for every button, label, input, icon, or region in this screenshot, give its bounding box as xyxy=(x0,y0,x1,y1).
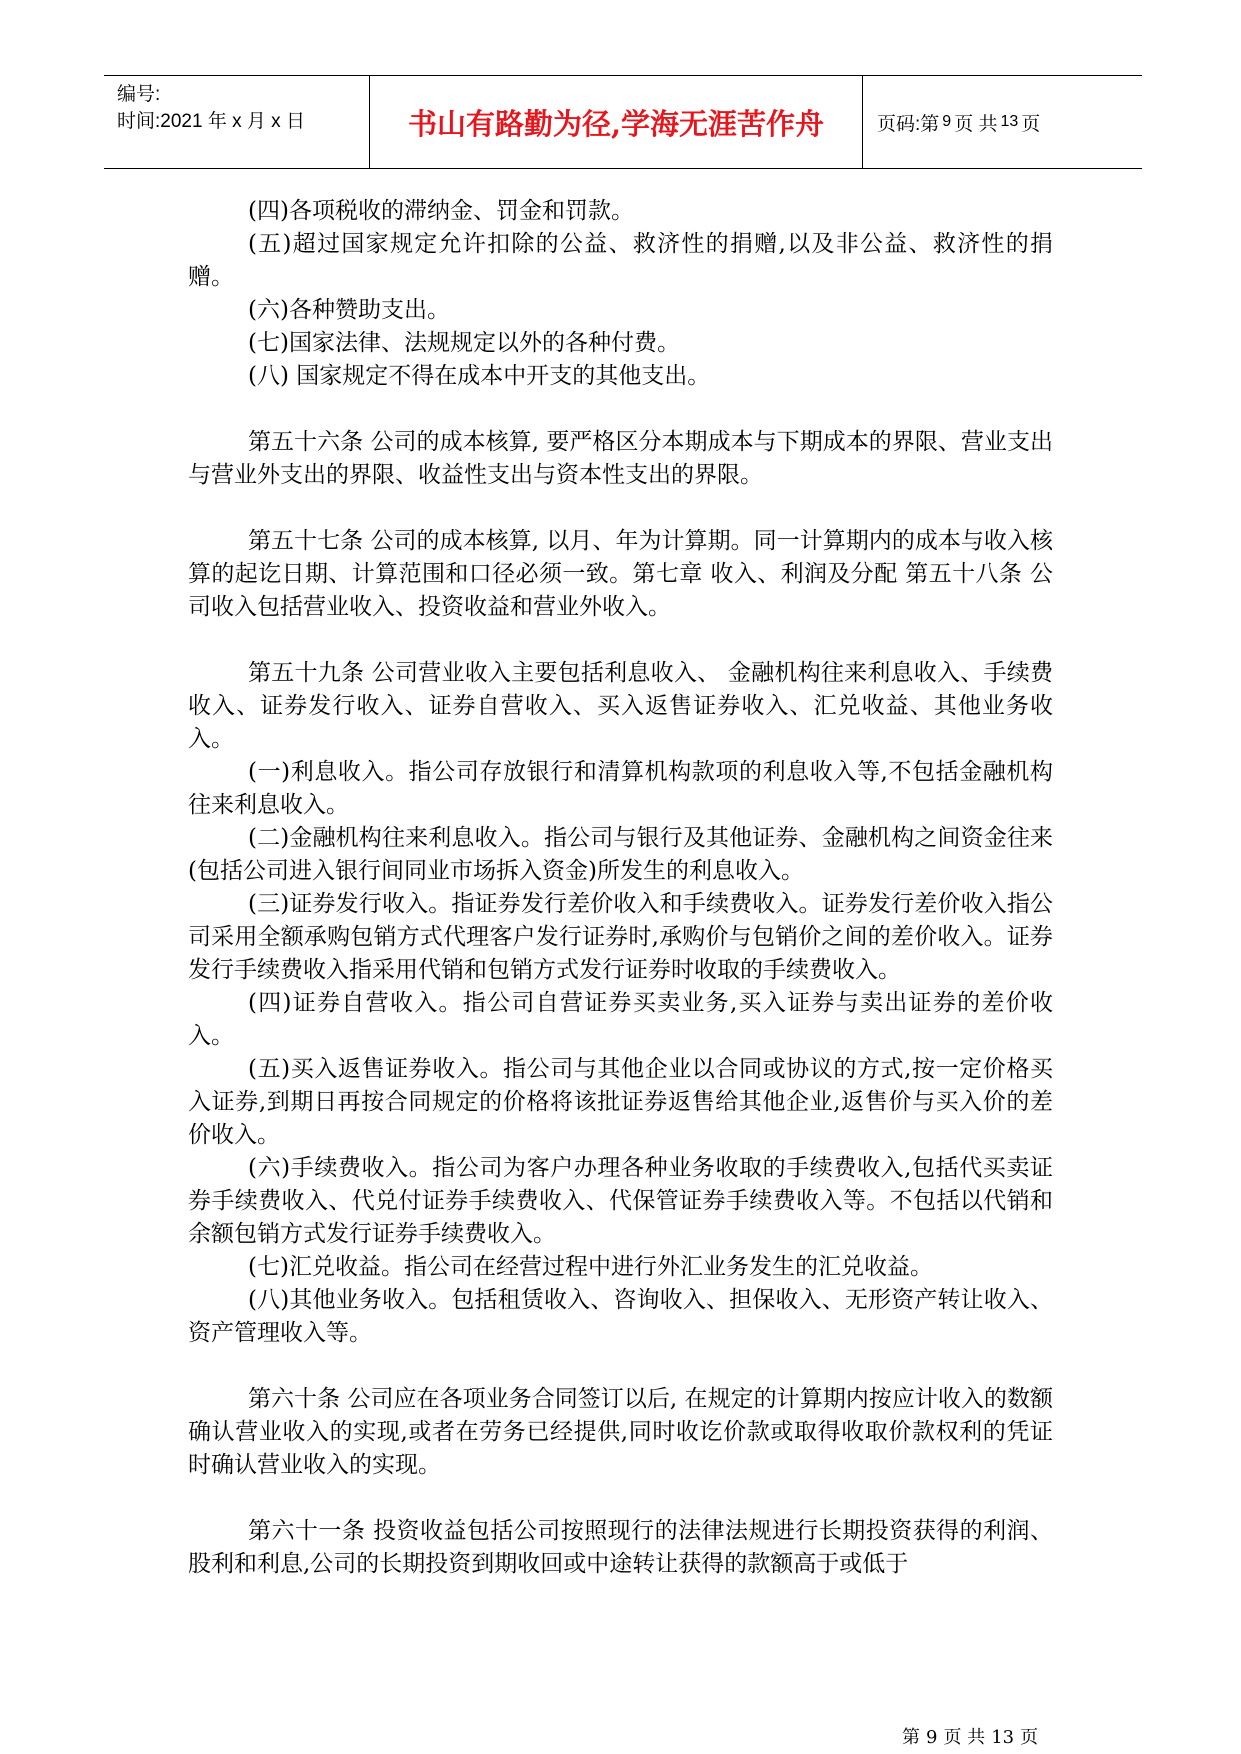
footer-total: 13 xyxy=(991,1727,1015,1748)
article-paragraph: 第六十一条 投资收益包括公司按照现行的法律法规进行长期投资获得的利润、股利和利息,公司的长期投资到期收回或中途转让获得的款额高于或低于 xyxy=(188,1518,1053,1577)
page-total: 13 xyxy=(1000,113,1019,130)
paragraph: (一)利息收入。指公司存放银行和清算机构款项的利息收入等,不包括金融机构往来利息收入。 xyxy=(188,759,1053,818)
document-body xyxy=(188,195,1053,1581)
footer-current: 9 xyxy=(926,1727,938,1748)
header-meta xyxy=(104,76,370,168)
paragraph: (七)国家法律、法规规定以外的各种付费。 xyxy=(248,330,680,356)
header-page-number xyxy=(863,76,1142,168)
footer-suffix: 页 xyxy=(1020,1727,1039,1748)
paragraph: (五)买入返售证券收入。指公司与其他企业以合同或协议的方式,按一定价格买入证券,到期日再按合同规定的价格将该批证券返售给其他企业,返售价与买入价的差价收入。 xyxy=(188,1056,1053,1148)
paragraph: (八)其他业务收入。包括租赁收入、咨询收入、担保收入、无形资产转让收入、资产管理收入等。 xyxy=(188,1287,1053,1346)
paragraph: (六)手续费收入。指公司为客户办理各种业务收取的手续费收入,包括代买卖证券手续费收入、代兑付证券手续费收入、代保管证券手续费收入等。不包括以代销和余额包销方式发行证券手续费收入。 xyxy=(188,1155,1053,1247)
paragraph: (八) 国家规定不得在成本中开支的其他支出。 xyxy=(248,363,711,389)
page-footer xyxy=(902,1723,1044,1749)
article-paragraph: 第五十九条 公司营业收入主要包括利息收入、 金融机构往来利息收入、手续费收入、证券发行收入、证券自营收入、买入返售证券收入、汇兑收益、其他业务收入。 xyxy=(188,660,1053,752)
page-prefix: 页码:第 xyxy=(877,113,940,135)
article-paragraph: 第六十条 公司应在各项业务合同签订以后, 在规定的计算期内按应计收入的数额确认营业收入的实现,或者在劳务已经提供,同时收讫价款或取得收取价款权利的凭证时确认营业收入的实现。 xyxy=(188,1386,1053,1478)
paragraph: (四)证券自营收入。指公司自营证券买卖业务,买入证券与卖出证券的差价收入。 xyxy=(188,990,1053,1049)
paragraph: (五)超过国家规定允许扣除的公益、救济性的捐赠,以及非公益、救济性的捐赠。 xyxy=(188,231,1053,290)
paragraph: (六)各种赞助支出。 xyxy=(248,297,450,323)
article-paragraph: 第五十七条 公司的成本核算, 以月、年为计算期。同一计算期内的成本与收入核算的起讫日期、计算范围和口径必须一致。第七章 收入、利润及分配 第五十八条 公司收入包括营业收入、投资收益和营业外收入。 xyxy=(188,528,1053,620)
paragraph: (四)各项税收的滞纳金、罚金和罚款。 xyxy=(248,198,634,224)
paragraph: (三)证券发行收入。指证券发行差价收入和手续费收入。证券发行差价收入指公司采用全额承购包销方式代理客户发行证券时,承购价与包销价之间的差价收入。证券发行手续费收入指采用代销和包销方式发行证券时收取的手续费收入。 xyxy=(188,891,1053,983)
paragraph: (七)汇兑收益。指公司在经营过程中进行外汇业务发生的汇兑收益。 xyxy=(248,1254,933,1280)
header-motto: 书山有路勤为径,学海无涯苦作舟 xyxy=(370,76,863,168)
time-label: 时间:2021 年 x 月 x 日 xyxy=(117,111,305,132)
footer-prefix: 第 xyxy=(902,1727,920,1748)
serial-label: 编号: xyxy=(117,84,161,105)
page-current: 9 xyxy=(942,113,952,130)
page-suffix: 页 xyxy=(1021,113,1041,135)
footer-mid: 页 共 xyxy=(943,1727,986,1748)
page-mid: 页 共 xyxy=(954,113,998,135)
page-header xyxy=(104,75,1142,169)
paragraph: (二)金融机构往来利息收入。指公司与银行及其他证券、金融机构之间资金往来(包括公司进入银行间同业市场拆入资金)所发生的利息收入。 xyxy=(188,825,1053,884)
article-paragraph: 第五十六条 公司的成本核算, 要严格区分本期成本与下期成本的界限、营业支出与营业外支出的界限、收益性支出与资本性支出的界限。 xyxy=(188,429,1053,488)
